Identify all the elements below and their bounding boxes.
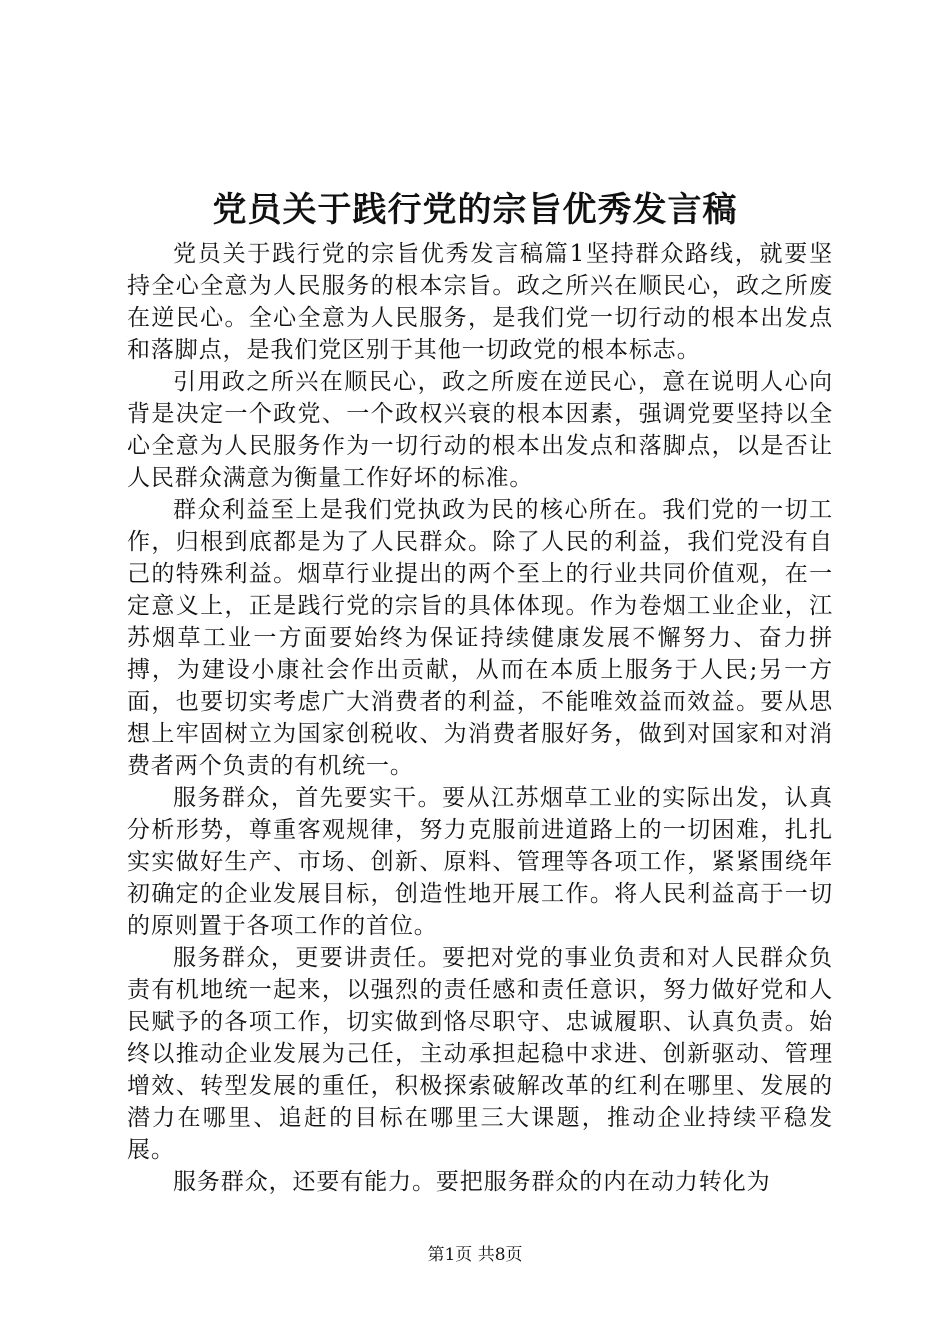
paragraph-5: 服务群众，更要讲责任。要把对党的事业负责和对人民群众负责有机地统一起来，以强烈的责任感和责任意识，努力做好党和人民赋予的各项工作，切实做到恪尽职守、忠诚履职、认真负责。始终以推动企业发展为己任，主动承担起稳中求进、创新驱动、管理增效、转型发展的重任，积极探索破解改革的红利在哪里、发展的潜力在哪里、追赶的目标在哪里三大课题，推动企业持续平稳发展。 — [127, 945, 833, 1163]
document-body — [127, 238, 833, 1198]
paragraph-6: 服务群众，还要有能力。要把服务群众的内在动力转化为 — [173, 1169, 771, 1195]
paragraph-2: 引用政之所兴在顺民心，政之所废在逆民心，意在说明人心向背是决定一个政党、一个政权兴衰的根本因素，强调党要坚持以全心全意为人民服务作为一切行动的根本出发点和落脚点，以是否让人民群众满意为衡量工作好坏的标准。 — [127, 369, 833, 491]
paragraph-1: 党员关于践行党的宗旨优秀发言稿篇1坚持群众路线，就要坚持全心全意为人民服务的根本宗旨。政之所兴在顺民心，政之所废在逆民心。全心全意为人民服务，是我们党一切行动的根本出发点和落脚点，是我们党区别于其他一切政党的根本标志。 — [127, 241, 833, 363]
document-title: 党员关于践行党的宗旨优秀发言稿 — [212, 190, 738, 230]
paragraph-3: 群众利益至上是我们党执政为民的核心所在。我们党的一切工作，归根到底都是为了人民群众。除了人民的利益，我们党没有自己的特殊利益。烟草行业提出的两个至上的行业共同价值观，在一定意义上，正是践行党的宗旨的具体体现。作为卷烟工业企业，江苏烟草工业一方面要始终为保证持续健康发展不懈努力、奋力拼搏，为建设小康社会作出贡献，从而在本质上服务于人民;另一方面，也要切实考虑广大消费者的利益，不能唯效益而效益。要从思想上牢固树立为国家创税收、为消费者服好务，做到对国家和对消费者两个负责的有机统一。 — [127, 497, 833, 779]
paragraph-4: 服务群众，首先要实干。要从江苏烟草工业的实际出发，认真分析形势，尊重客观规律，努力克服前进道路上的一切困难，扎扎实实做好生产、市场、创新、原料、管理等各项工作，紧紧围绕年初确定的企业发展目标，创造性地开展工作。将人民利益高于一切的原则置于各项工作的首位。 — [127, 785, 833, 939]
page-footer: 第1页 共8页 — [427, 1245, 523, 1265]
